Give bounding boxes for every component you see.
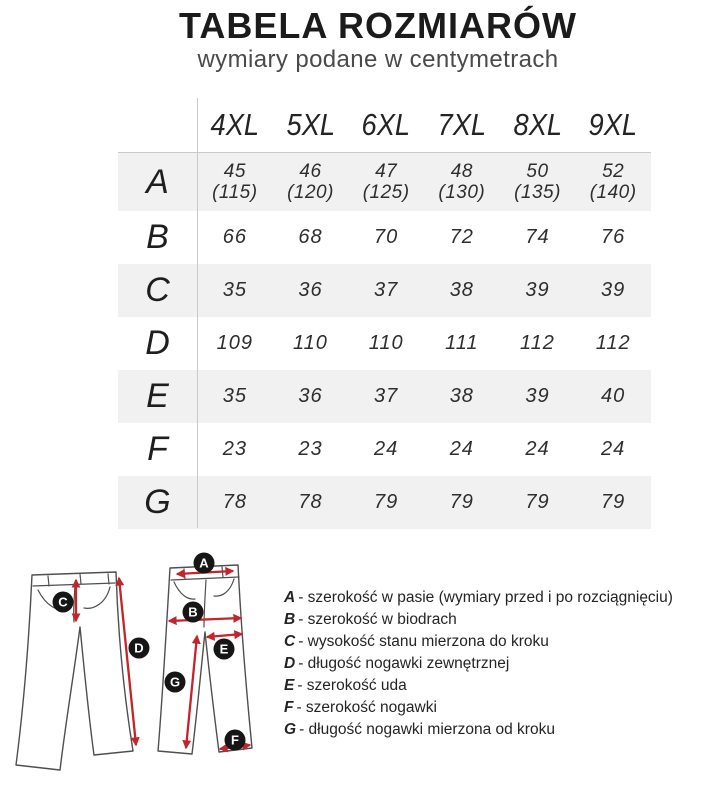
legend-letter: D <box>284 655 296 672</box>
marker-g <box>165 672 186 693</box>
legend-description: - szerokość uda <box>297 677 407 694</box>
table-cell <box>575 438 651 461</box>
cell-stretched-value: (125) <box>362 182 410 203</box>
row-label: G <box>144 483 171 521</box>
cell-value: 24 <box>525 438 550 460</box>
cell-stretched-value: (120) <box>287 182 334 203</box>
table-cell <box>273 279 349 302</box>
table-cell <box>273 438 349 461</box>
table-cell <box>424 161 500 203</box>
table-cell <box>348 226 424 249</box>
cell-value: 40 <box>601 385 626 407</box>
cell-value: 46 <box>299 161 322 182</box>
table-cell <box>424 385 500 408</box>
legend-letter: E <box>284 677 295 694</box>
size-column-header: 8XL <box>513 107 562 142</box>
size-column-header: 5XL <box>286 107 335 142</box>
pants-front-right <box>158 565 252 754</box>
cell-value: 47 <box>375 161 398 182</box>
legend-letter: C <box>284 633 296 650</box>
cell-value: 36 <box>298 385 323 407</box>
svg-text:F: F <box>231 732 239 748</box>
cell-value: 109 <box>216 332 254 354</box>
row-label: A <box>146 162 169 201</box>
cell-value: 78 <box>298 491 323 513</box>
table-cell <box>273 491 349 514</box>
table-cell <box>575 332 651 355</box>
cell-value: 66 <box>222 226 247 248</box>
cell-value: 74 <box>525 226 550 248</box>
cell-value: 24 <box>601 438 626 460</box>
table-cell <box>273 385 349 408</box>
legend-letter: F <box>284 699 294 716</box>
cell-value: 48 <box>450 161 473 182</box>
cell-value: 79 <box>525 491 550 513</box>
cell-value: 38 <box>449 279 474 301</box>
marker-c <box>53 592 74 613</box>
cell-value: 24 <box>449 438 474 460</box>
legend-item <box>284 609 720 631</box>
legend-description: - szerokość w pasie (wymiary przed i po rozciągnięciu) <box>298 589 673 606</box>
svg-text:D: D <box>134 640 144 656</box>
cell-value: 79 <box>449 491 474 513</box>
table-cell <box>348 279 424 302</box>
table-cell <box>197 226 273 249</box>
size-table <box>118 98 651 529</box>
cell-value: 39 <box>525 279 550 301</box>
cell-stretched-value: (130) <box>438 182 486 203</box>
cell-stretched-value: (115) <box>212 182 258 203</box>
table-cell <box>575 491 651 514</box>
cell-value: 24 <box>374 438 399 460</box>
cell-value: 23 <box>222 438 247 460</box>
row-label: E <box>146 377 169 415</box>
pants-measurement-diagram <box>0 550 300 800</box>
table-cell <box>197 491 273 514</box>
table-cell <box>273 226 349 249</box>
size-column-header: 9XL <box>588 107 638 142</box>
marker-f <box>225 730 246 751</box>
table-cell <box>197 279 273 302</box>
table-cell <box>348 332 424 355</box>
cell-value: 37 <box>374 385 399 407</box>
cell-value: 72 <box>449 226 474 248</box>
cell-value: 110 <box>368 332 404 354</box>
legend-letter: G <box>284 721 297 738</box>
legend-description: - długość nogawki zewnętrznej <box>298 655 510 672</box>
legend-item <box>284 675 720 697</box>
cell-value: 23 <box>298 438 323 460</box>
svg-text:B: B <box>188 604 198 620</box>
table-cell <box>500 279 576 302</box>
legend-description: - szerokość nogawki <box>296 699 437 716</box>
cell-value: 35 <box>222 279 247 301</box>
table-cell <box>500 226 576 249</box>
table-cell <box>424 438 500 461</box>
table-cell <box>424 491 500 514</box>
legend-letter: A <box>284 589 296 606</box>
legend-description: - szerokość w biodrach <box>298 611 457 628</box>
table-cell <box>424 279 500 302</box>
row-label: B <box>146 218 169 256</box>
marker-a <box>194 553 215 574</box>
row-label: C <box>145 271 170 309</box>
table-cell <box>575 226 651 249</box>
table-cell <box>500 385 576 408</box>
svg-text:E: E <box>219 641 229 657</box>
size-column-header: 7XL <box>437 107 487 142</box>
cell-value: 112 <box>520 332 555 354</box>
svg-text:A: A <box>199 555 209 571</box>
legend-description: - wysokość stanu mierzona do kroku <box>298 633 549 650</box>
marker-b <box>183 602 204 623</box>
cell-value: 35 <box>222 385 247 407</box>
page-title: TABELA ROZMIARÓW <box>179 5 577 46</box>
cell-value: 37 <box>374 279 399 301</box>
table-cell <box>500 332 576 355</box>
size-column-header: 6XL <box>361 107 411 142</box>
table-cell <box>197 385 273 408</box>
cell-stretched-value: (135) <box>514 182 561 203</box>
table-cell <box>575 385 651 408</box>
table-cell <box>348 438 424 461</box>
cell-value: 38 <box>449 385 474 407</box>
cell-value: 78 <box>222 491 247 513</box>
table-cell <box>197 161 273 203</box>
cell-value: 45 <box>223 161 246 182</box>
legend-item <box>284 653 720 675</box>
row-label: D <box>145 324 170 362</box>
table-cell <box>273 332 349 355</box>
legend-item <box>284 697 720 719</box>
cell-value: 52 <box>602 161 625 182</box>
cell-value: 39 <box>525 385 550 407</box>
svg-text:G: G <box>169 674 181 690</box>
cell-value: 36 <box>298 279 323 301</box>
cell-value: 79 <box>374 491 399 513</box>
table-cell <box>424 332 500 355</box>
marker-d <box>129 638 150 659</box>
row-label: F <box>147 430 168 468</box>
table-divider-line <box>197 98 198 528</box>
cell-value: 68 <box>298 226 323 248</box>
table-cell <box>575 279 651 302</box>
table-cell <box>273 161 349 203</box>
cell-value: 76 <box>601 226 626 248</box>
table-cell <box>500 438 576 461</box>
table-cell <box>500 491 576 514</box>
legend-description: - długość nogawki mierzona od kroku <box>299 721 555 738</box>
table-cell <box>348 161 424 203</box>
table-cell <box>348 385 424 408</box>
measurement-legend <box>284 587 720 741</box>
cell-value: 79 <box>601 491 626 513</box>
table-cell <box>424 226 500 249</box>
legend-item <box>284 631 720 653</box>
pants-front-left <box>16 572 133 770</box>
size-column-header: 4XL <box>210 107 260 142</box>
table-cell <box>197 332 273 355</box>
table-cell <box>348 491 424 514</box>
table-cell <box>197 438 273 461</box>
cell-stretched-value: (140) <box>589 182 637 203</box>
cell-value: 50 <box>526 161 549 182</box>
cell-value: 112 <box>595 332 631 354</box>
cell-value: 110 <box>293 332 328 354</box>
marker-e <box>214 639 235 660</box>
svg-text:C: C <box>58 594 68 610</box>
legend-item <box>284 587 720 609</box>
table-cell <box>575 161 651 203</box>
header <box>38 6 718 73</box>
cell-value: 39 <box>601 279 626 301</box>
cell-value: 111 <box>445 332 479 354</box>
legend-item <box>284 719 720 741</box>
legend-letter: B <box>284 611 296 628</box>
cell-value: 70 <box>374 226 399 248</box>
table-cell <box>500 161 576 203</box>
page-subtitle: wymiary podane w centymetrach <box>197 46 559 73</box>
